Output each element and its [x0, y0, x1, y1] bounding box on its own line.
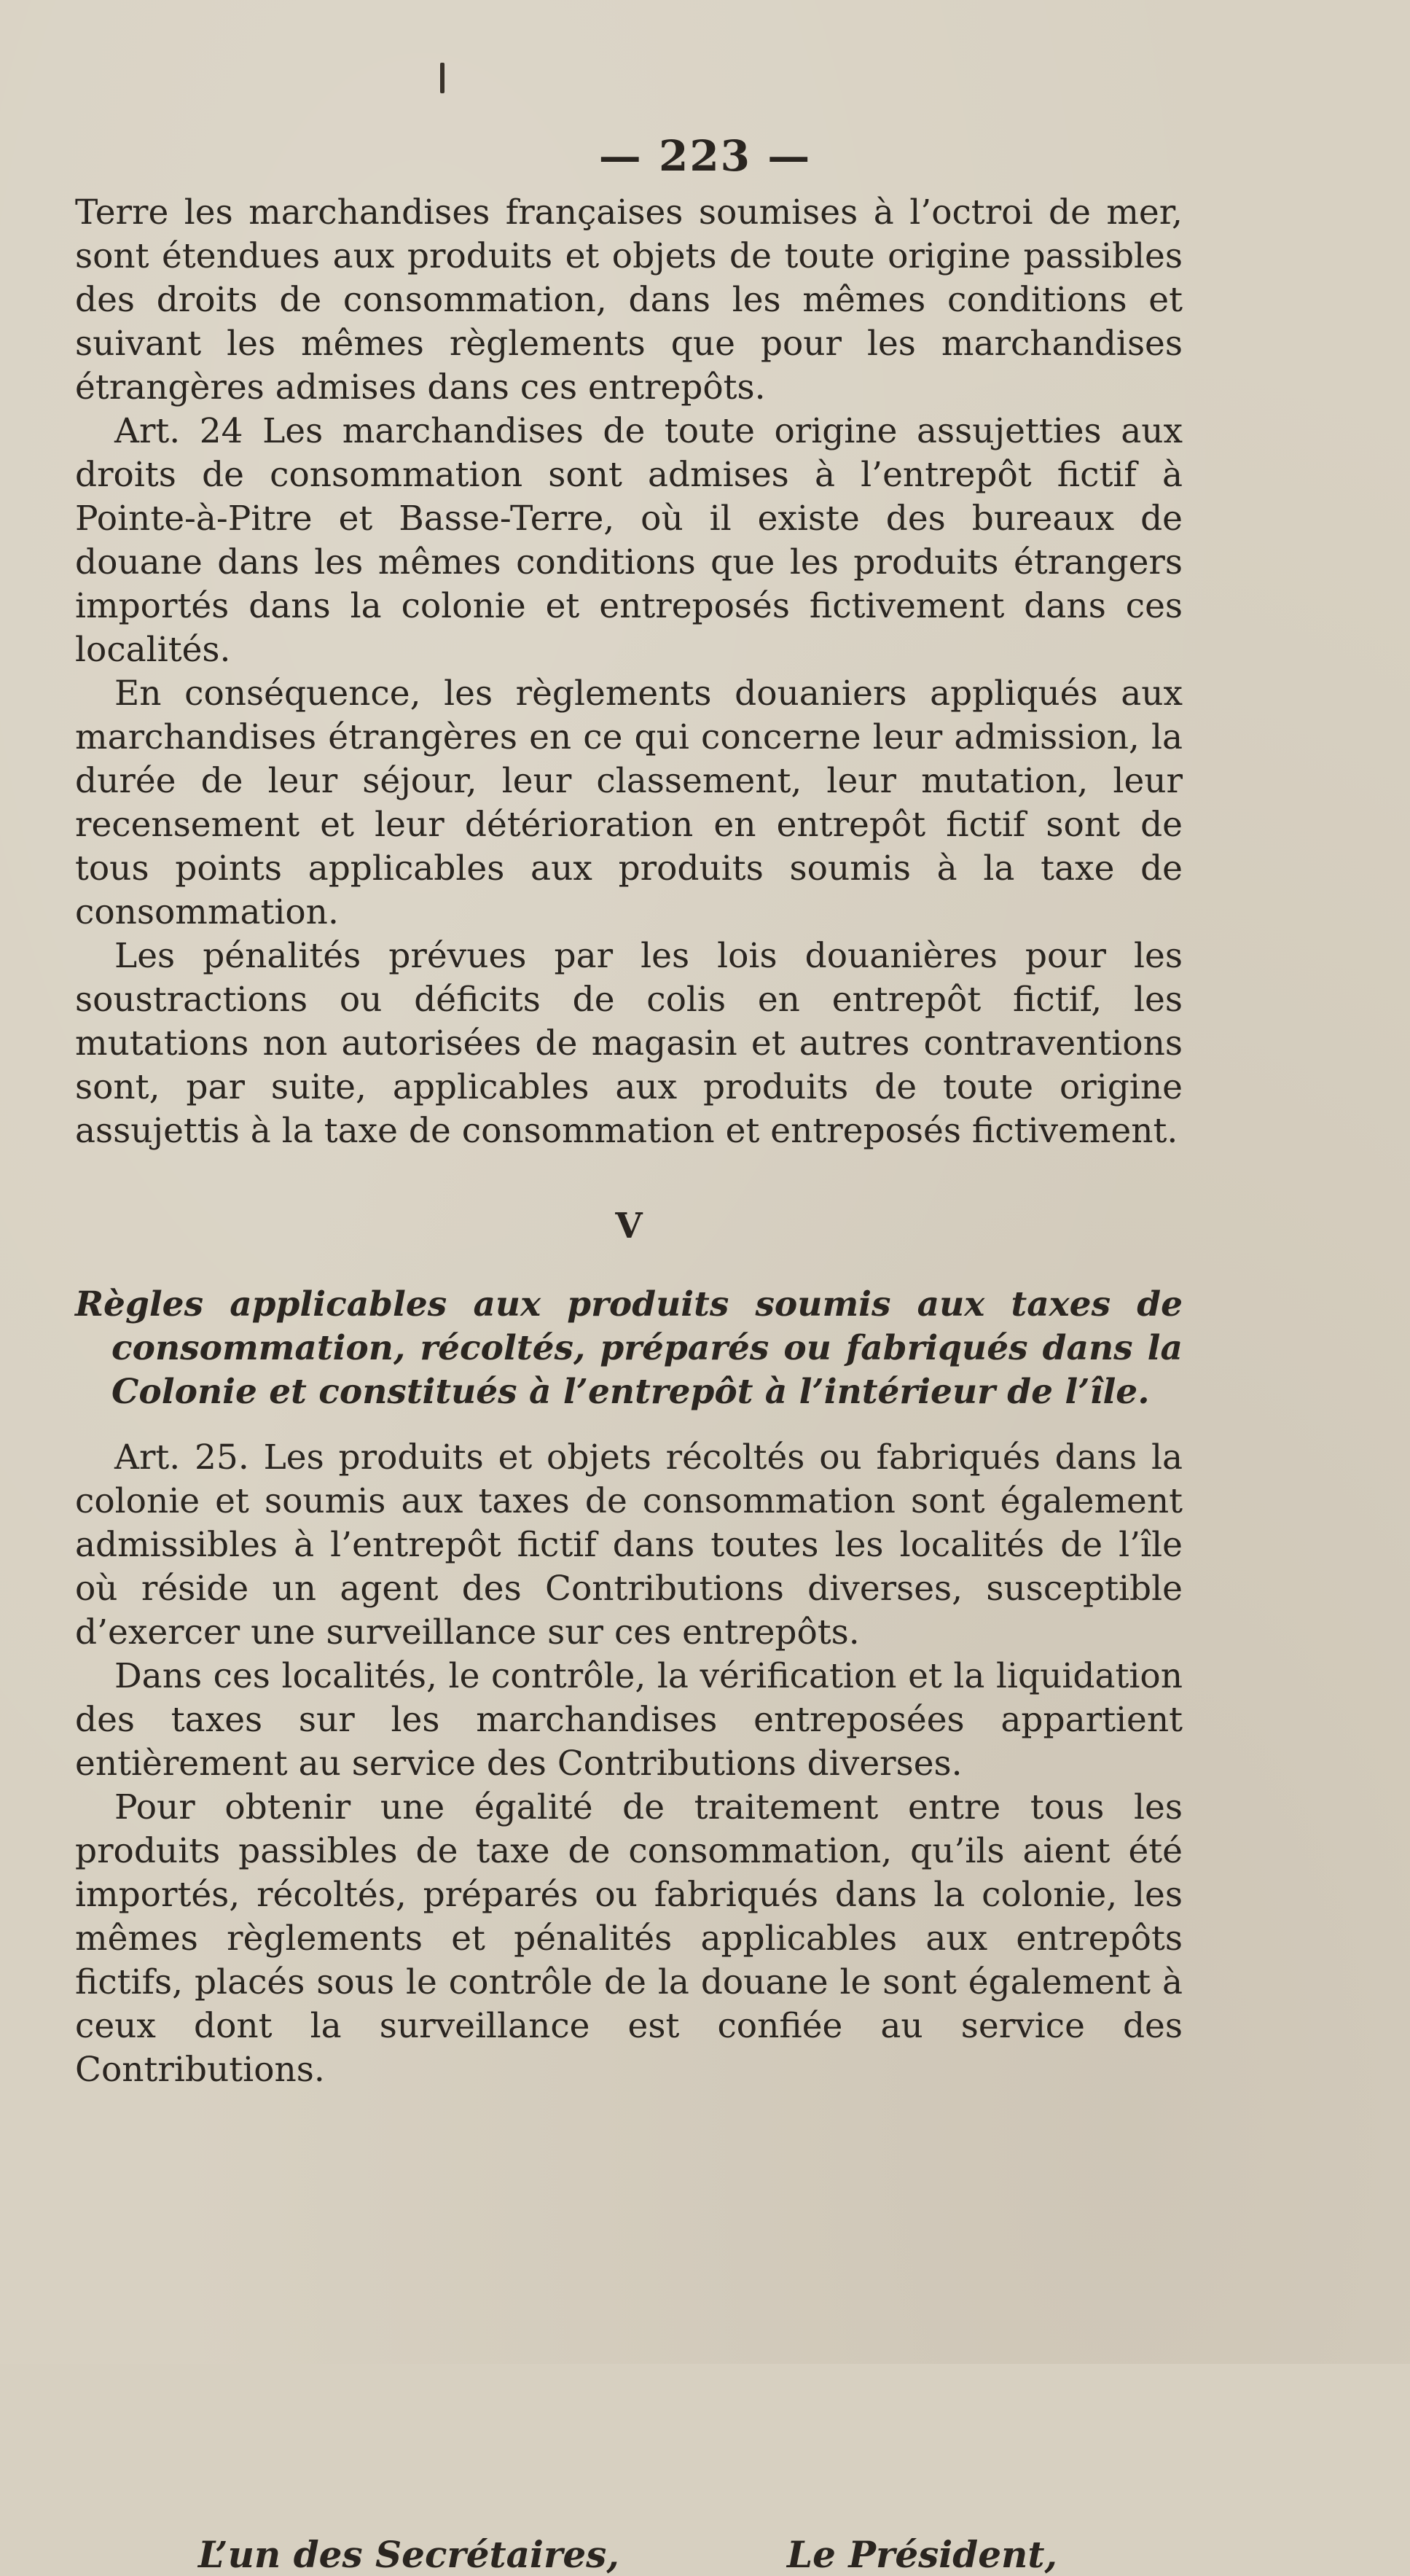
- document-body: [75, 191, 1183, 2092]
- signature-president: Le Président,: [787, 2533, 1057, 2576]
- page-number: — 223 —: [598, 131, 812, 181]
- ink-mark: [440, 63, 444, 93]
- signature-secretary: L’un des Secrétaires,: [198, 2533, 619, 2576]
- paragraph: Dans ces localités, le contrôle, la vérification et la liquidation des taxes sur les marchandises entreposées appartient entièrement au service des Contributions diverses.: [75, 1656, 1183, 1784]
- paragraph-article-25: Art. 25. Les produits et objets récoltés ou fabriqués dans la colonie et soumis aux taxes de consommation sont également admissibles à l’entrepôt fictif dans toutes les localités de l’île où réside un agent des Contributions diverses, susceptible d’exercer une surveillance sur ces entrepôts.: [75, 1437, 1183, 1652]
- paragraph: Pour obtenir une égalité de traitement entre tous les produits passibles de taxe de consommation, qu’ils aient été importés, récoltés, préparés ou fabriqués dans la colonie, les mêmes règlements et pénalités applicables aux entrepôts fictifs, placés sous le contrôle de la douane le sont également à ceux dont la surveillance est confiée au service des Contributions.: [75, 1787, 1183, 2090]
- paragraph: Les pénalités prévues par les lois douanières pour les soustractions ou déficits de colis en entrepôt fictif, les mutations non autorisées de magasin et autres contraventions sont, par suite, applicables aux produits de toute origine assujettis à la taxe de consommation et entreposés fictivement.: [75, 936, 1183, 1151]
- paragraph: Terre les marchandises françaises soumises à l’octroi de mer, sont étendues aux produits et objets de toute origine passibles des droits de consommation, dans les mêmes conditions et suivant les mêmes règlements que pour les marchandises étrangères admises dans ces entrepôts.: [75, 192, 1183, 407]
- paragraph-article-24: Art. 24 Les marchandises de toute origine assujetties aux droits de consommation sont admises à l’entrepôt fictif à Pointe-à-Pitre et Basse-Terre, où il existe des bureaux de douane dans les mêmes conditions que les produits étrangers importés dans la colonie et entreposés fictivement dans ces localités.: [75, 411, 1183, 670]
- section-title: Règles applicables aux produits soumis aux taxes de consommation, récoltés, préparés ou fabriqués dans la Colonie et constitués à l’entrepôt à l’intérieur de l’île.: [75, 1284, 1183, 1412]
- paragraph: En conséquence, les règlements douaniers appliqués aux marchandises étrangères en ce qui concerne leur admission, la durée de leur séjour, leur classement, leur mutation, leur recensement et leur détérioration en entrepôt fictif sont de tous points applicables aux produits soumis à la taxe de consommation.: [75, 674, 1183, 932]
- section-number: V: [615, 1206, 643, 1246]
